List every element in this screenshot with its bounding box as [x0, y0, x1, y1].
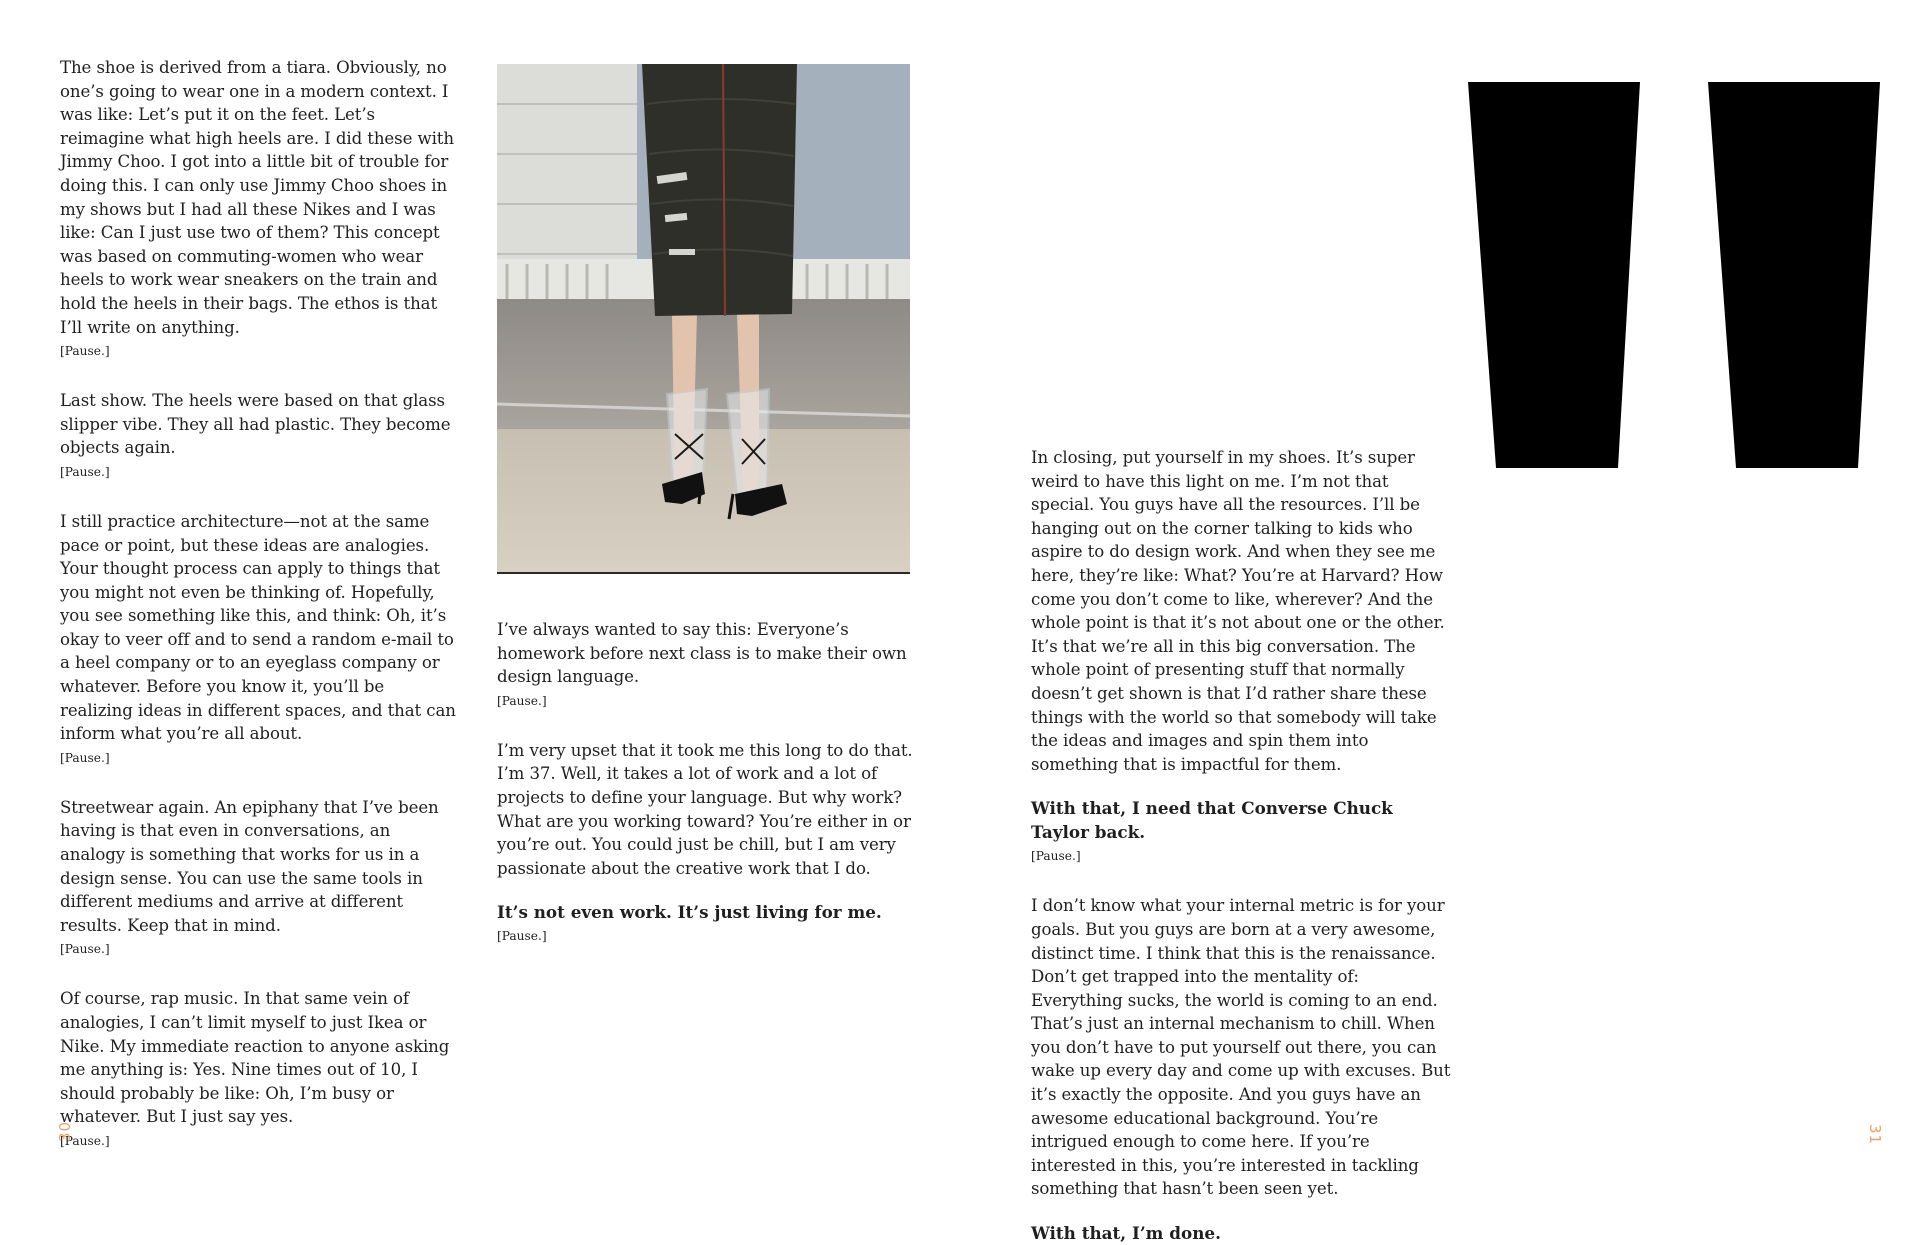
- pause-note: [Pause.]: [60, 464, 110, 479]
- paragraph-block: [497, 900, 917, 944]
- paragraph-block: [60, 389, 460, 480]
- paragraph: Of course, rap music. In that same vein of analogies, I can’t limit myself to just Ikea or Nike. My immediate reaction to anyone asking me anything is: Yes. Nine times out of 10, I should probably be like: Oh, I’m busy or whatever. But I just say yes.: [60, 989, 450, 1127]
- bold-statement: It’s not even work. It’s just living for me.: [497, 902, 882, 923]
- paragraph: I’ve always wanted to say this: Everyone’s homework before next class is to make their own design language.: [497, 620, 907, 687]
- right-column: [1031, 446, 1451, 1245]
- paragraph-block: [1031, 894, 1451, 1201]
- bold-statement: With that, I’m done.: [1031, 1223, 1221, 1244]
- fashion-photo: [497, 64, 910, 574]
- paragraph-block: [60, 56, 460, 359]
- paragraph: I still practice architecture—not at the same pace or point, but these ideas are analogies. Your thought process can apply to things that you might not even be thinking of. Hopefully, you see something like this, and think: Oh, it’s okay to veer off and to send a random e-mail to a heel company or to an eyeglass company or whatever. Before you know it, you’ll be realizing ideas in different spaces, and that can inform what you’re all about.: [60, 511, 456, 744]
- quotation-mark-graphic: [1468, 82, 1888, 468]
- paragraph-block: [60, 510, 460, 766]
- paragraph: Last show. The heels were based on that glass slipper vibe. They all had plastic. They become objects again.: [60, 391, 451, 458]
- paragraph: Streetwear again. An epiphany that I’ve been having is that even in conversations, an analogy is something that works for us in a design sense. You can use the same tools in different mediums and arrive at different results. Keep that in mind.: [60, 797, 439, 935]
- quotation-mark-icon: [1468, 82, 1888, 468]
- paragraph: I don’t know what your internal metric is for your goals. But you guys are born at a very awesome, distinct time. I think that this is the renaissance. Don’t get trapped into the mentality of: Everything sucks, the world is coming to an end. That’s just an internal mechanism to chill. When you don’t have to put yourself out there, you can wake up every day and come up with excuses. But it’s exactly the opposite. And you guys have an awesome educational background. You’re intrigued enough to come here. If you’re interested in this, you’re interested in tackling something that hasn’t been seen yet.: [1031, 896, 1451, 1199]
- paragraph-block: [60, 987, 460, 1149]
- pause-note: [Pause.]: [1031, 849, 1081, 864]
- paragraph-block: [1031, 1221, 1451, 1245]
- pause-note: [Pause.]: [60, 750, 110, 765]
- pause-note: [Pause.]: [497, 693, 547, 708]
- paragraph-block: [497, 618, 917, 709]
- pause-note: [Pause.]: [497, 929, 547, 944]
- pause-note: [Pause.]: [60, 344, 110, 359]
- paragraph: I’m very upset that it took me this long to do that. I’m 37. Well, it takes a lot of work and a lot of projects to define your language. But why work? What are you working toward? You’re either in or you’re out. You could just be chill, but I am very passionate about the creative work that I do.: [497, 740, 913, 878]
- paragraph-block: [60, 796, 460, 958]
- photo-icon: [497, 64, 910, 572]
- left-column-1: [60, 56, 460, 1179]
- pause-note: [Pause.]: [60, 1133, 110, 1148]
- page-number-right: 31: [1866, 1124, 1884, 1146]
- paragraph-block: [1031, 446, 1451, 776]
- left-column-2: [497, 618, 917, 944]
- pause-note: [Pause.]: [60, 942, 110, 957]
- bold-statement: With that, I need that Converse Chuck Taylor back.: [1031, 798, 1393, 843]
- paragraph: In closing, put yourself in my shoes. It’s super weird to have this light on me. I’m not that special. You guys have all the resources. I’ll be hanging out on the corner talking to kids who aspire to do design work. And when they see me here, they’re like: What? You’re at Harvard? How come you don’t come to like, wherever? And the whole point is that it’s not about one or the other. It’s that we’re all in this big conversation. The whole point of presenting stuff that normally doesn’t get shown is that I’d rather share these things with the world so that somebody will take the ideas and images and spin them into something that is impactful for them.: [1031, 448, 1445, 774]
- paragraph-block: [1031, 796, 1451, 864]
- paragraph-block: [497, 739, 917, 881]
- paragraph: The shoe is derived from a tiara. Obviously, no one’s going to wear one in a modern context. I was like: Let’s put it on the feet. Let’s reimagine what high heels are. I did these with Jimmy Choo. I got into a little bit of trouble for doing this. I can only use Jimmy Choo shoes in my shows but I had all these Nikes and I was like: Can I just use two of them? This concept was based on commuting-women who wear heels to work wear sneakers on the train and hold the heels in their bags. The ethos is that I’ll write on anything.: [60, 58, 454, 337]
- page-number-left: 30: [56, 1120, 74, 1142]
